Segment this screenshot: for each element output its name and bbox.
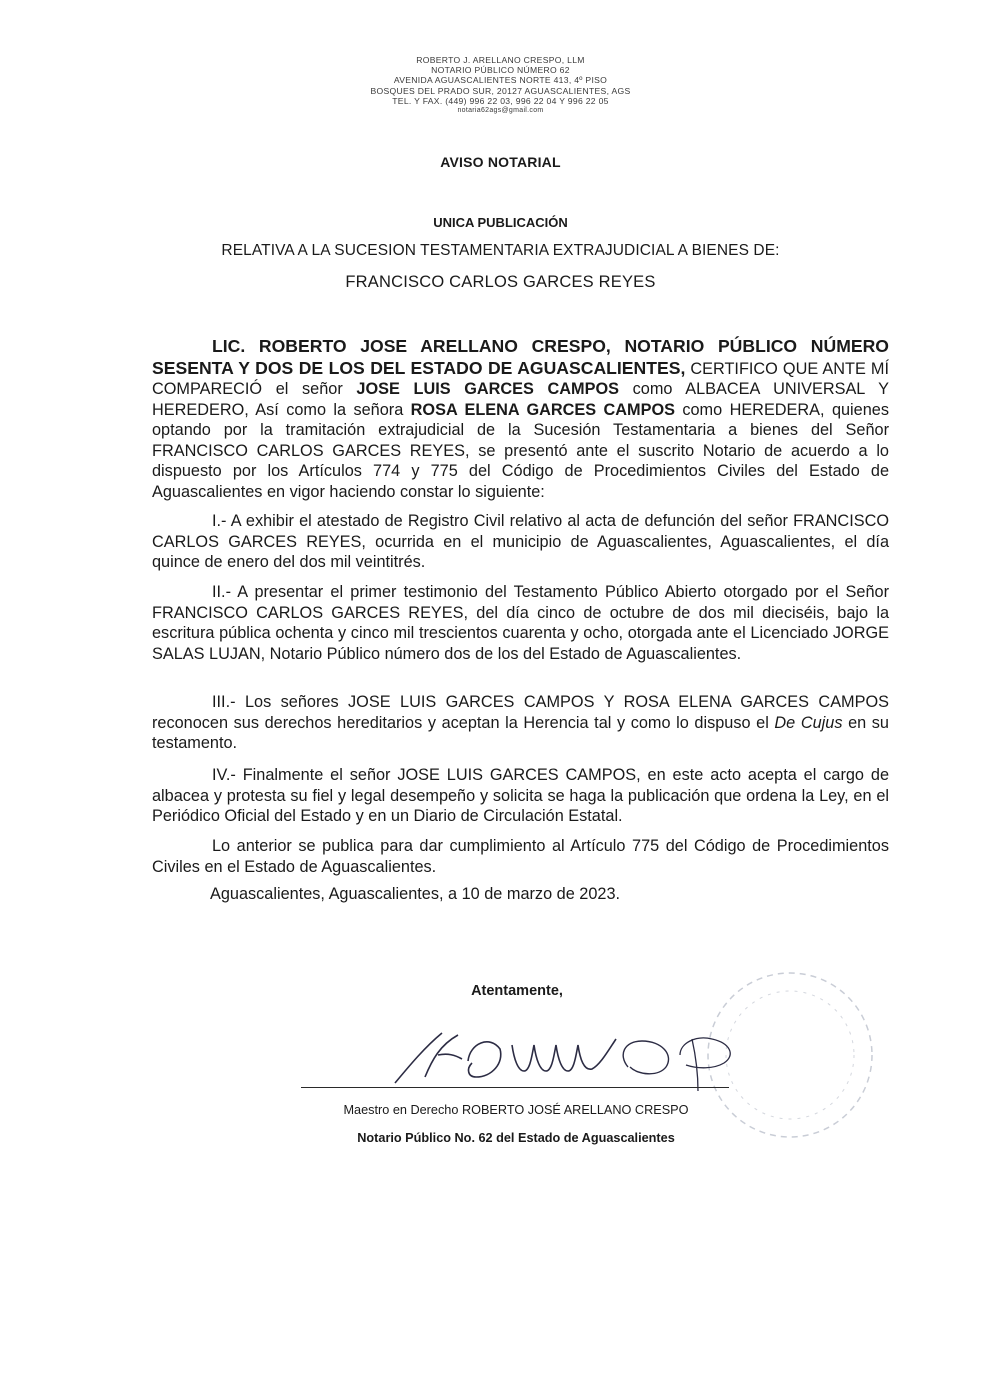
publication-note [152,836,889,877]
heredera-name: ROSA ELENA GARCES CAMPOS [410,400,675,419]
clause-iii-text: III.- Los señores JOSE LUIS GARCES CAMPOS Y ROSA ELENA GARCES CAMPOS reconocen sus derechos hereditarios y aceptan la Herencia tal y como lo dispuso el [152,693,889,732]
notary-declaration: LIC. ROBERTO JOSE ARELLANO CRESPO, NOTARIO PÚBLICO NÚMERO SESENTA Y DOS DE LOS DEL ESTADO DE AGUASCALIENTES, [152,336,889,378]
signature-line [301,1087,729,1088]
clause-iv [152,765,889,827]
letterhead-address-1: AVENIDA AGUASCALIENTES NORTE 413, 4º PISO [393,75,608,86]
clause-ii-text: II.- A presentar el primer testimonio del Testamento Público Abierto otorgado por el Señor FRANCISCO CARLOS GARCES REYES, del día cinco de octubre de dos mil dieciséis, bajo la escritura pública ochenta y cinco mil trescientos cuarenta y ocho, otorgada ante el Licenciado JORGE SALAS LUJAN, Notario Público número dos de los del Estado de Aguascalientes. [152,583,889,663]
letterhead-office: NOTARIO PÚBLICO NÚMERO 62 [431,65,570,76]
clause-i [152,511,889,573]
clause-iii-end: en su testamento. [152,713,889,752]
de-cujus-term: De Cujus [774,713,843,732]
publication-type: UNICA PUBLICACIÓN [433,215,568,230]
succession-subject: RELATIVA A LA SUCESION TESTAMENTARIA EXTRAJUDICIAL A BIENES DE: [221,242,780,259]
letterhead-phone: TEL. Y FAX. (449) 996 22 03, 996 22 04 Y 996 22 05 [392,95,609,106]
place-date: Aguascalientes, Aguascalientes, a 10 de marzo de 2023. [210,885,621,903]
intro-text-1: CERTIFICO QUE ANTE MÍ COMPARECIÓ el señor [152,359,889,398]
intro-paragraph [152,336,889,502]
intro-text-3: como HEREDERA, quienes optando por la tramitación extrajudicial de la Sucesión Testamentaria a bienes del Señor FRANCISCO CARLOS GARCES REYES, se presentó ante el suscrito Notario de acuerdo a lo dispuesto por los Artículos 774 y 775 del Código de Procedimientos Civiles del Estado de Aguascalientes en vigor haciendo constar lo siguiente: [152,400,889,501]
closing-salutation: Atentamente, [471,983,563,999]
document-title: AVISO NOTARIAL [440,154,561,170]
clause-i-text: I.- A exhibir el atestado de Registro Civil relativo al acta de defunción del señor FRANCISCO CARLOS GARCES REYES, ocurrida en el municipio de Aguascalientes, Aguascalientes, el día quince de enero del dos mil veintitrés. [152,512,889,571]
intro-text-2: como ALBACEA UNIVERSAL Y HEREDERO, Así como la señora [152,380,889,419]
decedent-name: FRANCISCO CARLOS GARCES REYES [345,273,656,291]
albacea-name: JOSE LUIS GARCES CAMPOS [356,380,619,398]
letterhead [0,55,1001,116]
signer-name: Maestro en Derecho ROBERTO JOSÉ ARELLANO CRESPO [343,1103,689,1117]
letterhead-email: notaria62ags@gmail.com [457,107,544,115]
clause-ii [152,582,889,664]
publication-note-text: Lo anterior se publica para dar cumplimiento al Artículo 775 del Código de Procedimientos Civiles en el Estado de Aguascalientes. [152,837,889,876]
signature [380,1015,750,1095]
clause-iii [152,692,889,754]
letterhead-name: ROBERTO J. ARELLANO CRESPO, LLM [416,55,585,65]
clause-iv-text: IV.- Finalmente el señor JOSE LUIS GARCES CAMPOS, en este acto acepta el cargo de albacea y protesta su fiel y legal desempeño y solicita se haga la publicación que ordena la Ley, en el Periódico Oficial del Estado y en un Diario de Circulación Estatal. [152,766,889,825]
signer-title: Notario Público No. 62 del Estado de Aguascalientes [357,1131,675,1145]
letterhead-address-2: BOSQUES DEL PRADO SUR, 20127 AGUASCALIENTES, AGS [370,85,631,96]
